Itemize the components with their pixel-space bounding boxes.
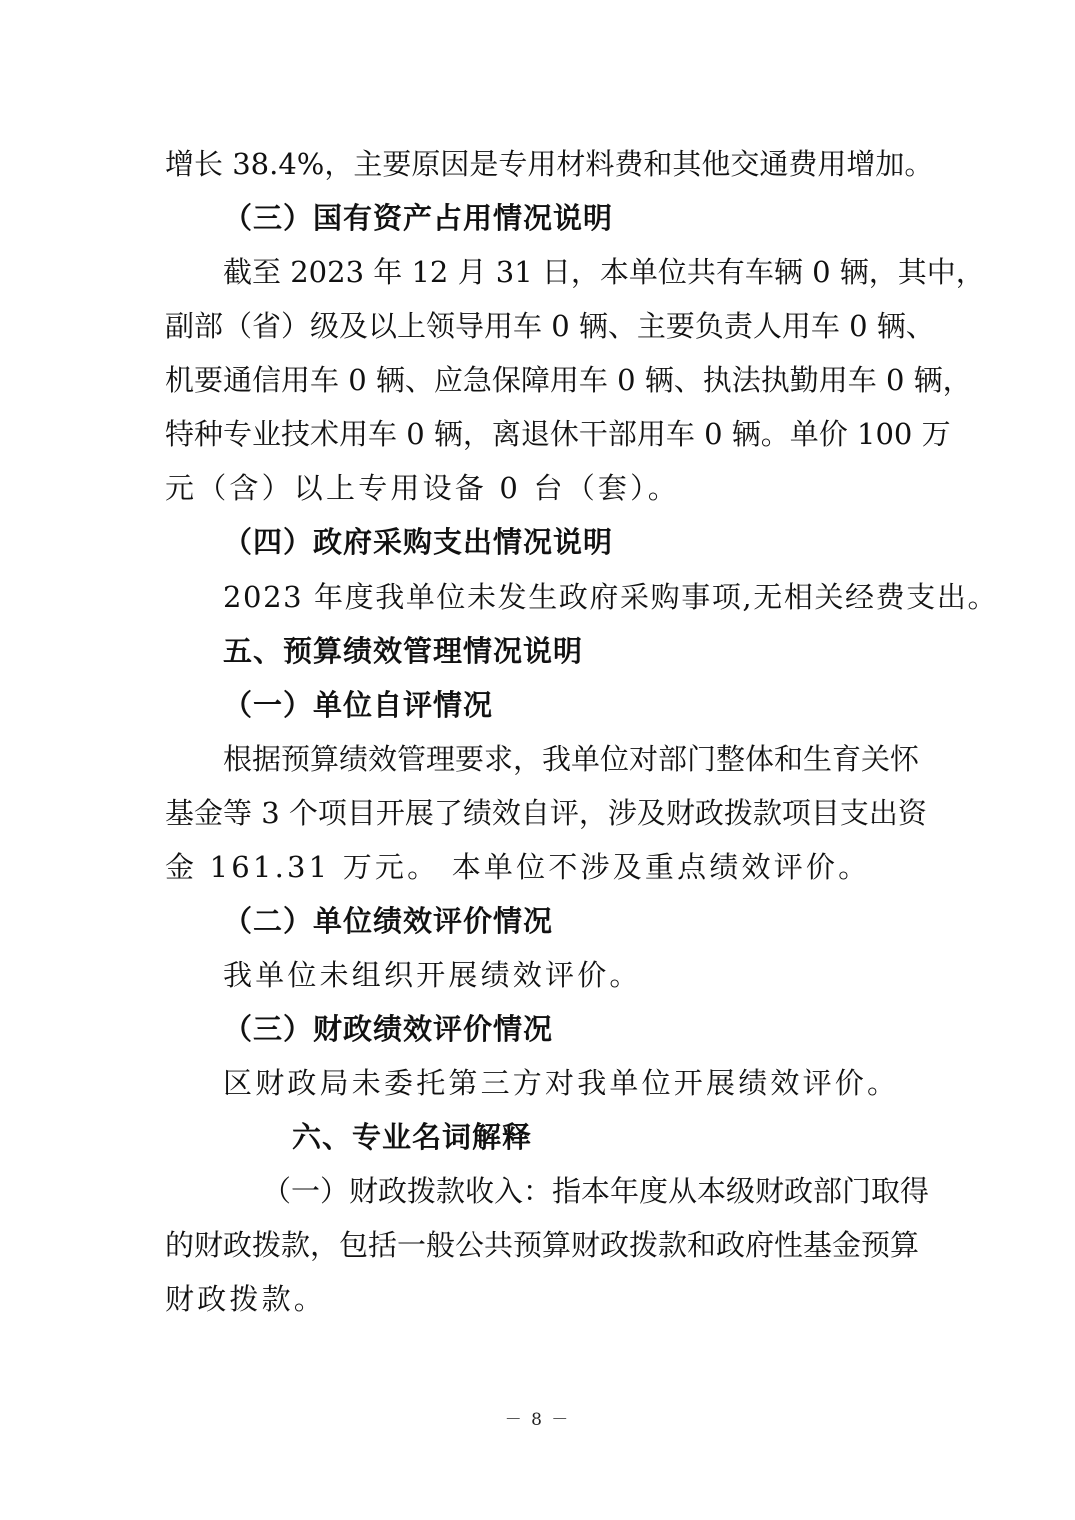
chapter-heading: 六、专业名词解释 — [292, 1120, 533, 1154]
section-heading: （三）国有资产占用情况说明 — [223, 201, 614, 235]
chapter-heading: 五、预算绩效管理情况说明 — [223, 634, 584, 668]
body-text-line: 我单位未组织开展绩效评价。 — [223, 958, 642, 992]
section-heading: （四）政府采购支出情况说明 — [223, 525, 614, 559]
body-text-line: 机要通信用车 0 辆、应急保障用车 0 辆、执法执勤用车 0 辆， — [165, 363, 972, 397]
page-number: － 8 － — [504, 1410, 571, 1430]
body-text-line: 根据预算绩效管理要求，我单位对部门整体和生育关怀 — [223, 742, 920, 776]
body-text-line: 特种专业技术用车 0 辆，离退休干部用车 0 辆。单价 100 万 — [165, 417, 951, 451]
body-text-line: 增长 38.4%，主要原因是专用材料费和其他交通费用增加。 — [165, 147, 934, 181]
body-text-line: 元（含）以上专用设备 0 台（套）。 — [165, 471, 680, 505]
body-text-line: 2023 年度我单位未发生政府采购事项,无相关经费支出。 — [223, 580, 999, 614]
section-heading: （三）财政绩效评价情况 — [223, 1012, 554, 1046]
body-text-line: 区财政局未委托第三方对我单位开展绩效评价。 — [223, 1066, 900, 1100]
section-heading: （二）单位绩效评价情况 — [223, 904, 554, 938]
body-text-line: 的财政拨款，包括一般公共预算财政拨款和政府性基金预算 — [165, 1228, 920, 1262]
body-text-line: 副部（省）级及以上领导用车 0 辆、主要负责人用车 0 辆、 — [165, 309, 935, 343]
body-text-line: 财政拨款。 — [165, 1282, 327, 1316]
body-text-line: 基金等 3 个项目开展了绩效自评，涉及财政拨款项目支出资 — [165, 796, 927, 830]
body-text-line: 金 161.31 万元。 本单位不涉及重点绩效评价。 — [165, 850, 871, 884]
section-heading: （一）单位自评情况 — [223, 688, 494, 722]
body-text-line: （一）财政拨款收入：指本年度从本级财政部门取得 — [262, 1174, 930, 1208]
body-text-line: 截至 2023 年 12 月 31 日，本单位共有车辆 0 辆，其中， — [223, 255, 985, 289]
